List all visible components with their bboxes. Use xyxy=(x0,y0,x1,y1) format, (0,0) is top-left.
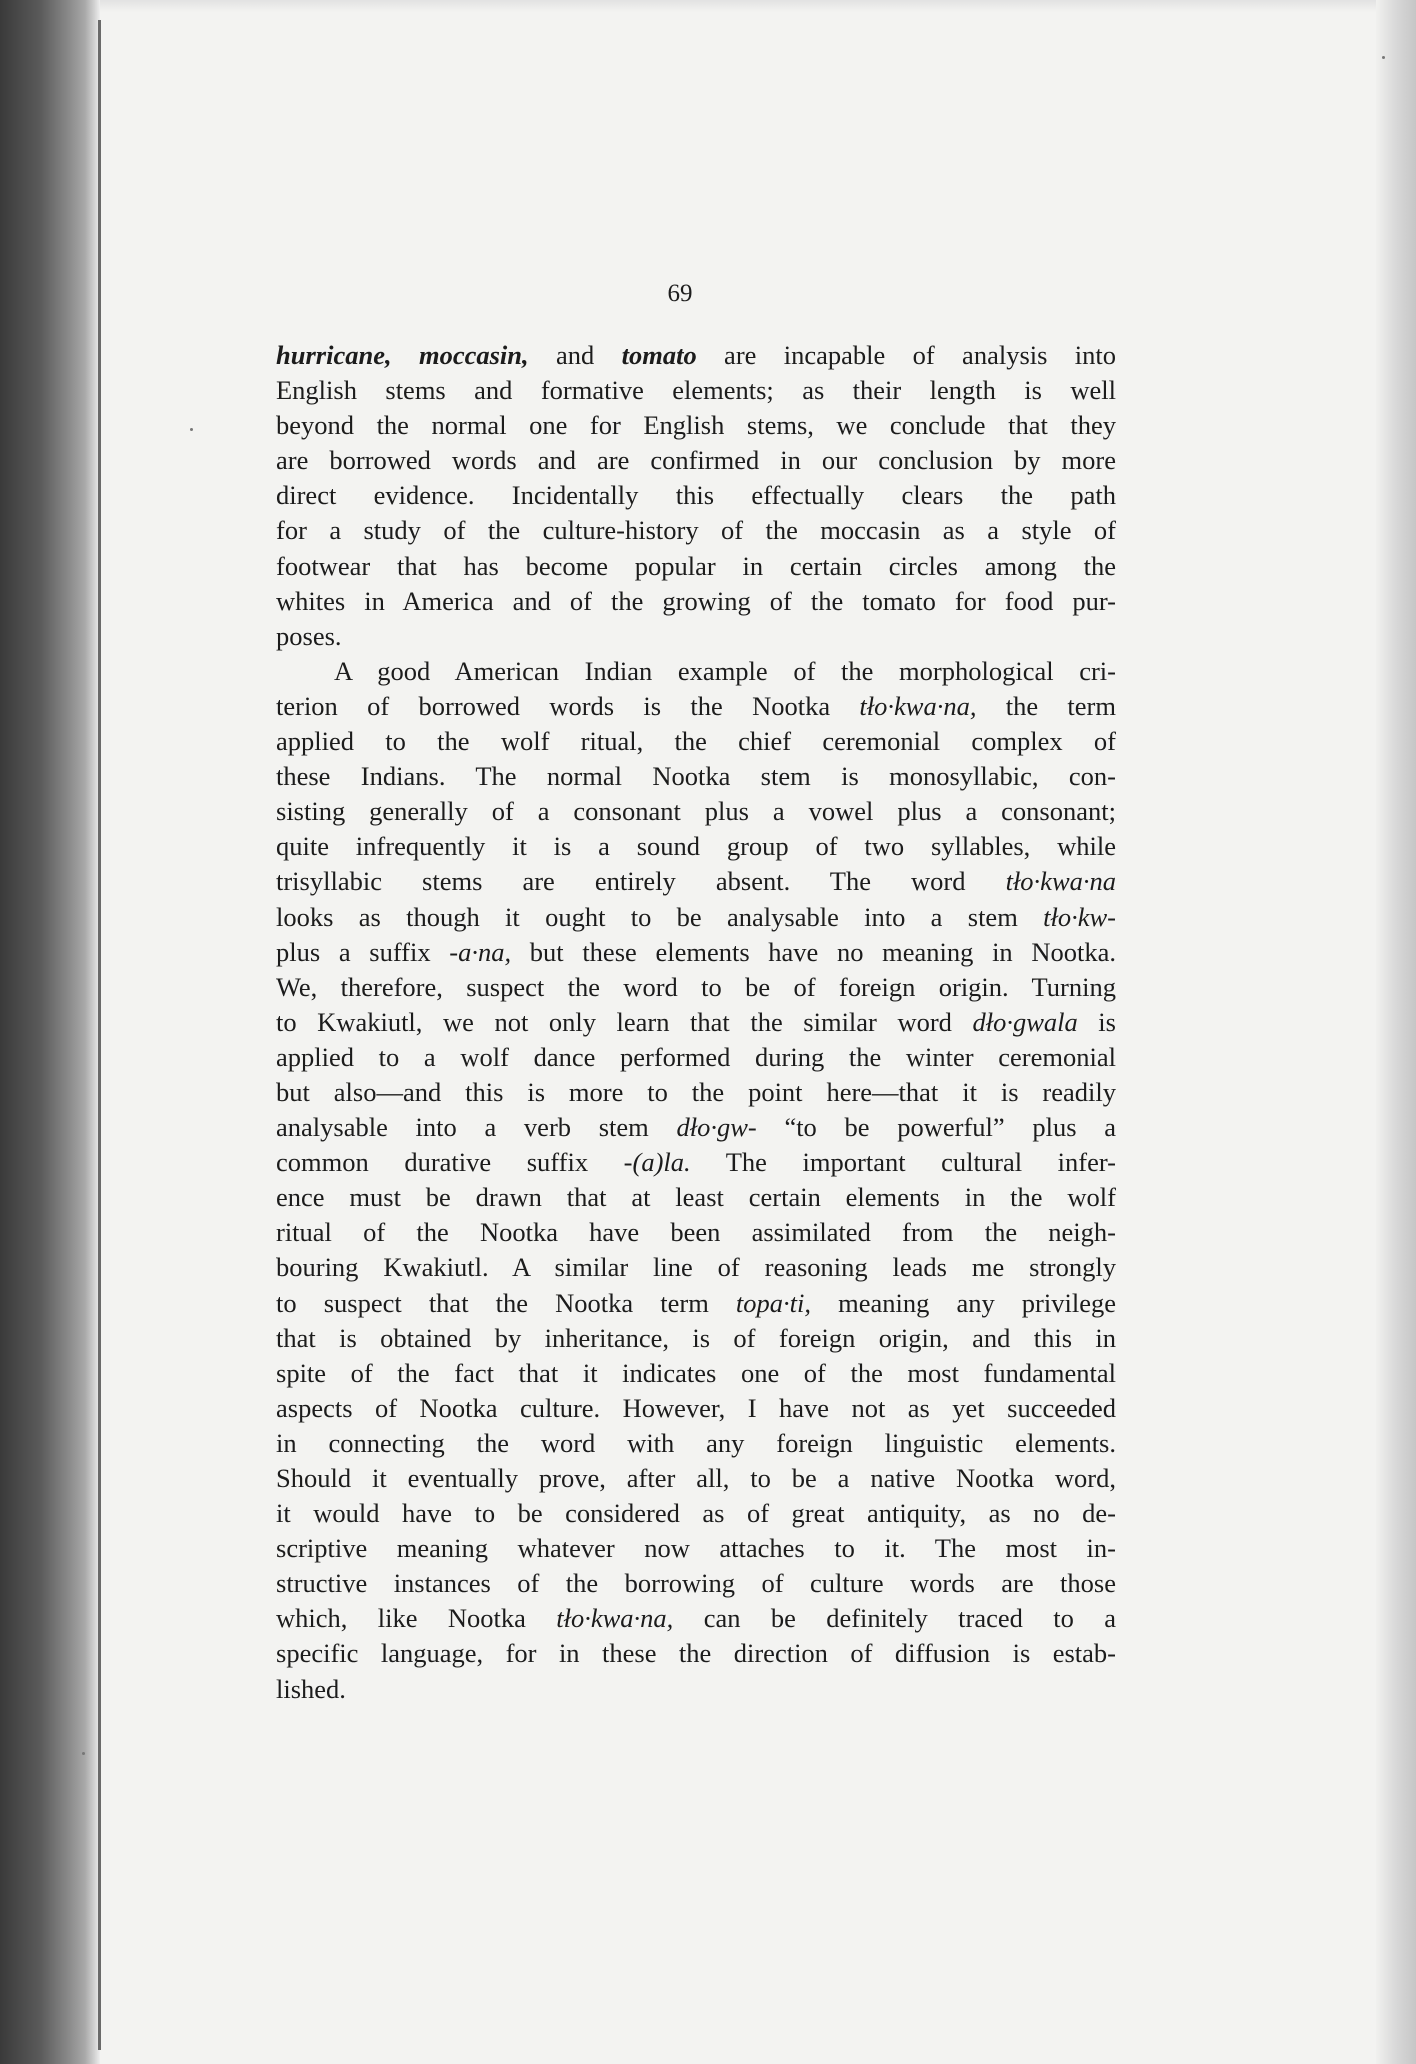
text-run: ence must be drawn that at least certain elements in the wolf xyxy=(276,1182,1116,1213)
text-line xyxy=(276,1040,1116,1075)
text-run: applied to the wolf ritual, the chief ceremonial complex of xyxy=(276,726,1116,757)
text-run: footwear that has become popular in certain circles among the xyxy=(276,550,1116,581)
text-run: specific language, for in these the direction of diffusion is estab- xyxy=(276,1638,1116,1669)
text-run: trisyllabic stems are entirely absent. The word xyxy=(276,866,1006,897)
text-run: meaning any privilege xyxy=(811,1287,1116,1318)
text-line xyxy=(276,619,1116,654)
text-run: spite of the fact that it indicates one of the most fundamental xyxy=(276,1357,1116,1388)
text-run: these Indians. The normal Nootka stem is monosyllabic, con- xyxy=(276,761,1116,792)
text-line xyxy=(276,900,1116,935)
text-line xyxy=(276,1286,1116,1321)
text-line xyxy=(276,338,1116,373)
text-run: it would have to be considered as of great antiquity, as no de- xyxy=(276,1498,1116,1529)
text-run: whites in America and of the growing of the tomato for food pur- xyxy=(276,585,1116,616)
text-run: looks as though it ought to be analysable into a stem xyxy=(276,901,1044,932)
text-run: in connecting the word with any foreign linguistic elements. xyxy=(276,1427,1116,1458)
text-run: aspects of Nootka culture. However, I have not as yet succeeded xyxy=(276,1392,1116,1423)
text-run: A good American Indian example of the morphological cri- xyxy=(334,655,1116,686)
text-line xyxy=(276,1531,1116,1566)
text-run: but also—and this is more to the point here—that it is readily xyxy=(276,1076,1116,1107)
text-run: lished. xyxy=(276,1673,346,1704)
paper-speck xyxy=(82,1752,85,1755)
text-run: to Kwakiutl, we not only learn that the similar word xyxy=(276,1006,973,1037)
text-line xyxy=(276,1110,1116,1145)
text-line xyxy=(276,829,1116,864)
text-run: that is obtained by inheritance, is of foreign origin, and this in xyxy=(276,1322,1116,1353)
emphasized-term: -(a)la. xyxy=(623,1147,691,1178)
emphasized-term: topa·ti, xyxy=(735,1287,811,1318)
text-line xyxy=(276,689,1116,724)
text-run: bouring Kwakiutl. A similar line of reasoning leads me strongly xyxy=(276,1252,1116,1283)
text-run: and xyxy=(528,340,622,370)
text-run: ritual of the Nootka have been assimilated from the neigh- xyxy=(276,1217,1116,1248)
text-run: is xyxy=(1077,1006,1116,1037)
text-line xyxy=(276,654,1116,689)
text-run: to suspect that the Nootka term xyxy=(276,1287,736,1318)
text-line xyxy=(276,1180,1116,1215)
text-line xyxy=(276,1566,1116,1601)
text-line xyxy=(276,408,1116,443)
text-line xyxy=(276,478,1116,513)
text-line xyxy=(276,1145,1116,1180)
emphasized-term: tło·kw- xyxy=(1043,901,1116,932)
text-run: direct evidence. Incidentally this effectually clears the path xyxy=(276,480,1116,511)
text-line xyxy=(276,513,1116,548)
text-run: can be definitely traced to a xyxy=(673,1603,1116,1634)
emphasized-term: tło·kwa·na xyxy=(1005,866,1116,897)
text-run: are incapable of analysis into xyxy=(696,340,1117,370)
text-line xyxy=(276,443,1116,478)
emphasized-term: dło·gwala xyxy=(972,1006,1078,1037)
text-run: sisting generally of a consonant plus a vowel plus a consonant; xyxy=(276,796,1116,827)
text-run: applied to a wolf dance performed during the winter ceremonial xyxy=(276,1041,1116,1072)
emphasized-term: dło·gw- xyxy=(676,1112,757,1143)
text-line xyxy=(276,759,1116,794)
text-run: We, therefore, suspect the word to be of foreign origin. Turning xyxy=(276,971,1116,1002)
paper-speck xyxy=(190,428,193,431)
text-run: scriptive meaning whatever now attaches to it. The most in- xyxy=(276,1533,1116,1564)
text-run: common durative suffix xyxy=(276,1147,624,1178)
text-run: but these elements have no meaning in Nootka. xyxy=(511,936,1116,967)
text-run: Should it eventually prove, after all, to be a native Nootka word, xyxy=(276,1463,1116,1493)
text-line xyxy=(276,1461,1116,1496)
text-line xyxy=(276,935,1116,970)
paragraph xyxy=(276,654,1116,1707)
text-line xyxy=(276,1215,1116,1250)
text-line xyxy=(276,1005,1116,1040)
paper-speck xyxy=(1382,56,1385,59)
emphasized-term: hurricane, moccasin, xyxy=(276,340,529,370)
text-run: structive instances of the borrowing of culture words are those xyxy=(276,1568,1116,1599)
text-line xyxy=(276,970,1116,1005)
text-line xyxy=(276,1075,1116,1110)
paragraph xyxy=(276,338,1116,654)
text-line xyxy=(276,864,1116,899)
text-line xyxy=(276,724,1116,759)
emphasized-term: tło·kwa·na, xyxy=(859,690,977,721)
text-run: terion of borrowed words is the Nootka xyxy=(276,690,860,721)
emphasized-term: tło·kwa·na, xyxy=(556,1603,674,1634)
page-number: 69 xyxy=(667,280,693,307)
text-line xyxy=(276,1321,1116,1356)
emphasized-term: -a·na, xyxy=(449,936,512,967)
text-run: poses. xyxy=(276,620,342,651)
text-run: quite infrequently it is a sound group of two syllables, while xyxy=(276,831,1116,862)
emphasized-term: tomato xyxy=(621,340,697,370)
text-run: plus a suffix xyxy=(276,936,450,967)
text-line xyxy=(276,1356,1116,1391)
text-line xyxy=(276,549,1116,584)
text-run: the term xyxy=(976,690,1116,721)
text-run: “to be powerful” plus a xyxy=(756,1112,1116,1143)
text-line xyxy=(276,1601,1116,1636)
text-run: are borrowed words and are confirmed in our conclusion by more xyxy=(276,445,1116,476)
text-run: beyond the normal one for English stems, we conclude that they xyxy=(276,410,1116,441)
text-line xyxy=(276,1391,1116,1426)
body-text xyxy=(276,338,1116,1707)
text-run: for a study of the culture-history of the moccasin as a style of xyxy=(276,515,1116,546)
text-line xyxy=(276,794,1116,829)
text-line xyxy=(276,1250,1116,1285)
text-run: which, like Nootka xyxy=(276,1603,557,1634)
text-line xyxy=(276,1672,1116,1707)
text-line xyxy=(276,1636,1116,1671)
text-line xyxy=(276,584,1116,619)
text-line xyxy=(276,373,1116,408)
text-run: analysable into a verb stem xyxy=(276,1112,677,1143)
text-run: The important cultural infer- xyxy=(690,1147,1116,1178)
text-line xyxy=(276,1496,1116,1531)
text-line xyxy=(276,1426,1116,1461)
text-run: English stems and formative elements; as their length is well xyxy=(276,375,1116,406)
